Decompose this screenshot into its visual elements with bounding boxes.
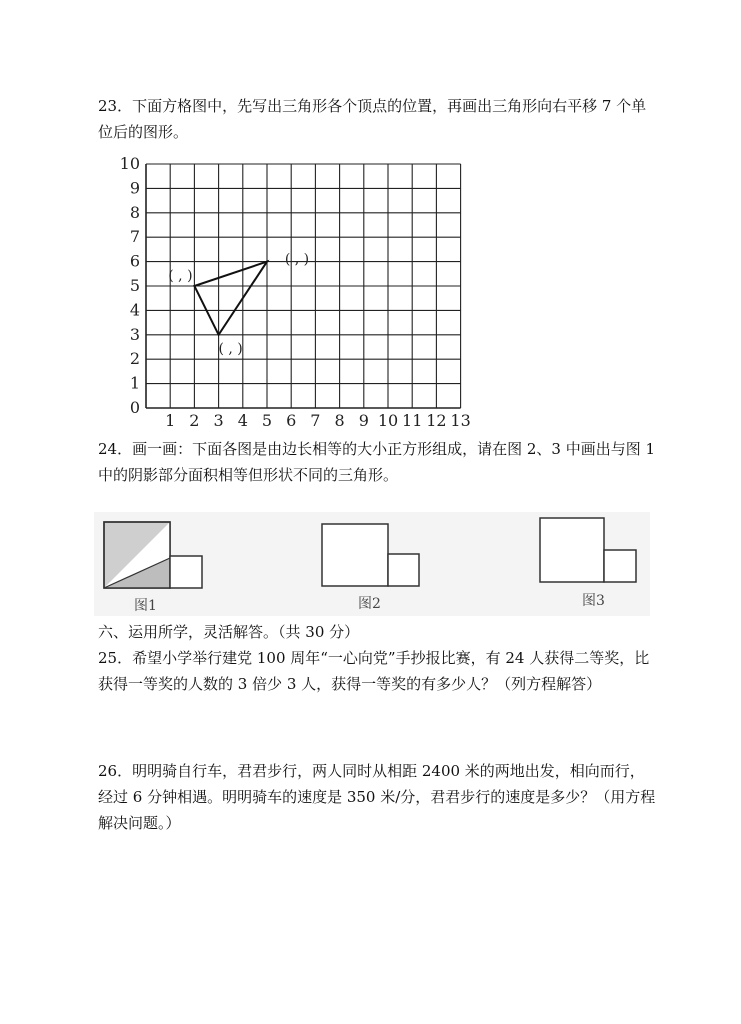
x-axis-label: 10 [377, 411, 399, 430]
fig1-caption: 图1 [134, 598, 157, 614]
x-axis-label: 4 [237, 411, 248, 430]
x-axis-label: 11 [402, 411, 423, 430]
vertex-coordinate-blank: ( , ) [168, 268, 193, 284]
question-26-text: 26．明明骑自行车，君君步行，两人同时从相距 2400 米的两地出发，相向而行，经过 6 分钟相遇。明明骑车的速度是 350 米/分，君君步行的速度是多少？（用方程解决问题。） [98, 762, 656, 832]
y-axis-label: 1 [129, 373, 140, 393]
y-axis-label: 7 [129, 227, 140, 247]
y-axis-label: 9 [129, 178, 140, 198]
y-axis-label: 6 [129, 251, 140, 271]
coordinate-grid [116, 154, 471, 430]
x-axis-label: 12 [426, 411, 447, 430]
y-axis-label: 8 [129, 202, 140, 222]
x-axis-label: 1 [165, 411, 176, 430]
y-axis-label: 4 [129, 300, 140, 320]
fig2-big-square [322, 524, 388, 586]
fig3-small-square [604, 550, 636, 582]
x-axis-label: 6 [286, 411, 297, 430]
x-axis-label: 3 [213, 411, 224, 430]
question-24-text: 24．画一画：下面各图是由边长相等的大小正方形组成，请在图 2、3 中画出与图 1 中的阴影部分面积相等但形状不同的三角形。 [98, 440, 656, 484]
question-25-text: 25．希望小学举行建党 100 周年“一心向党”手抄报比赛，有 24 人获得二等奖，比获得一等奖的人数的 3 倍少 3 人，获得一等奖的有多少人？（列方程解答） [98, 649, 650, 693]
question-23-text: 23．下面方格图中，先写出三角形各个顶点的位置，再画出三角形向右平移 7 个单位后的图形。 [98, 97, 647, 141]
section-6-heading: 六、运用所学，灵活解答。（共 30 分） [98, 623, 360, 641]
x-axis-label: 8 [334, 411, 345, 430]
fig1-small-square [170, 556, 202, 588]
triangle-shape [194, 262, 267, 335]
fig2-caption: 图2 [358, 596, 381, 612]
x-axis-label: 13 [450, 411, 471, 430]
fig2-small-square [388, 554, 419, 586]
y-axis-label: 5 [129, 276, 140, 295]
y-axis-label: 0 [129, 398, 140, 417]
fig3-big-square [540, 518, 604, 582]
square-figures [94, 512, 650, 616]
x-axis-label: 9 [358, 411, 369, 430]
y-axis-label: 2 [129, 349, 140, 369]
fig3-caption: 图3 [582, 593, 605, 609]
vertex-coordinate-blank: ( , ) [284, 251, 310, 268]
y-axis-label: 10 [119, 154, 140, 173]
x-axis-label: 2 [189, 411, 200, 430]
y-axis-label: 3 [129, 324, 140, 344]
x-axis-label: 5 [261, 411, 273, 430]
x-axis-label: 7 [310, 411, 321, 430]
vertex-coordinate-blank: ( , ) [218, 340, 243, 357]
